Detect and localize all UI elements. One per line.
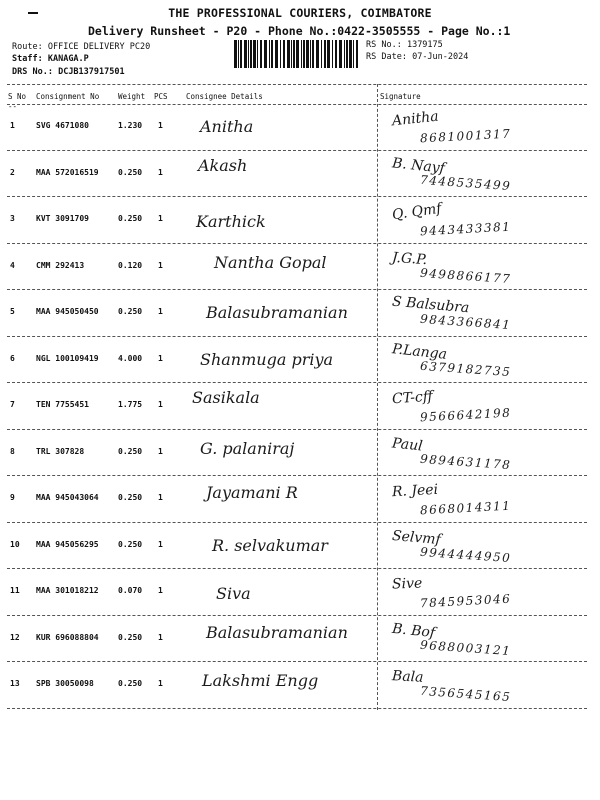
row-sno: 12 <box>10 632 20 642</box>
signature-mark: Selvmf <box>391 527 442 548</box>
row-sno: 11 <box>10 586 20 595</box>
signature-phone: 8668014311 <box>419 498 512 518</box>
barcode-image <box>232 40 360 68</box>
row-consignment: KVT 3091709 <box>36 214 89 223</box>
signature-mark: Paul <box>391 434 424 455</box>
signature-phone: 9443433381 <box>419 219 512 239</box>
row-consignment: CMM 292413 <box>36 260 85 270</box>
barcode-bar <box>303 40 305 68</box>
col-header-weight: Weight <box>118 92 146 101</box>
row-consignment: MAA 945056295 <box>36 539 99 549</box>
row-divider <box>7 615 587 616</box>
col-header-sno-cont: -- <box>8 102 18 111</box>
row-weight: 1.775 <box>118 400 143 409</box>
row-divider <box>7 429 587 430</box>
signature-mark: Bala <box>391 668 424 686</box>
barcode-bar <box>280 40 281 68</box>
row-pcs: 1 <box>158 260 163 270</box>
barcode-bar <box>238 40 239 68</box>
row-consignment: TEN 7755451 <box>36 400 89 409</box>
consignee-name: Siva <box>216 584 251 603</box>
barcode-bar <box>240 40 242 68</box>
barcode-bar <box>253 40 256 68</box>
row-sno: 3 <box>10 214 15 223</box>
signature-mark: B. Bof <box>391 620 436 641</box>
rs-no-value: 1379175 <box>406 40 443 50</box>
row-consignment: MAA 572016519 <box>36 167 99 177</box>
rs-date-value: 07-Jun-2024 <box>412 52 469 62</box>
consignee-name: Lakshmi Engg <box>202 671 319 690</box>
barcode-bar <box>310 40 311 68</box>
row-weight: 0.120 <box>118 260 143 270</box>
signature-phone: 9843366841 <box>419 311 512 333</box>
row-pcs: 1 <box>158 167 163 177</box>
row-pcs: 1 <box>158 400 163 409</box>
row-divider <box>7 475 587 476</box>
company-title: THE PROFESSIONAL COURIERS, COIMBATORE <box>168 6 432 20</box>
table-header-rule <box>7 104 587 105</box>
rs-date-label: RS Date: <box>366 52 407 62</box>
barcode-bar <box>332 40 333 68</box>
row-pcs: 1 <box>158 632 163 642</box>
barcode-bar <box>353 40 354 68</box>
signature-phone: 6379182735 <box>419 358 512 379</box>
row-sno: 1 <box>10 121 15 130</box>
row-weight: 0.250 <box>118 446 143 456</box>
barcode-bar <box>324 40 326 68</box>
staff-value: KANAGA.P <box>47 54 89 64</box>
barcode-bar <box>306 40 309 68</box>
barcode-bar <box>291 40 292 68</box>
signature-mark: Q. Qmf <box>391 200 443 224</box>
row-consignment: SPB 30050098 <box>36 679 94 688</box>
barcode-bar <box>248 40 249 68</box>
row-pcs: 1 <box>158 679 163 688</box>
consignee-name: Balasubramanian <box>206 622 348 642</box>
row-weight: 0.250 <box>118 539 143 549</box>
row-divider <box>7 382 587 383</box>
barcode-bar <box>327 40 330 68</box>
consignee-name: Balasubramanian <box>206 303 348 322</box>
row-divider <box>7 289 587 290</box>
signature-phone: 7356545165 <box>419 683 512 705</box>
signature-phone: 7845953046 <box>419 591 512 611</box>
row-weight: 0.250 <box>118 493 143 502</box>
table-top-rule <box>7 84 587 85</box>
barcode-bar <box>312 40 314 68</box>
barcode-bar <box>344 40 345 68</box>
row-pcs: 1 <box>158 493 163 502</box>
route-line <box>12 42 150 52</box>
row-weight: 1.230 <box>118 121 143 130</box>
row-consignment: NGL 100109419 <box>36 353 99 363</box>
row-sno: 2 <box>10 167 15 177</box>
signature-mark: B. Nayf <box>391 154 446 177</box>
signature-phone: 8681001317 <box>419 126 512 146</box>
barcode-bar <box>244 40 247 68</box>
row-pcs: 1 <box>158 539 163 549</box>
signature-mark: P.Langa <box>391 340 448 363</box>
row-weight: 0.250 <box>118 679 143 688</box>
signature-phone: 7448535499 <box>419 172 512 193</box>
col-header-sno: S No <box>8 92 27 101</box>
barcode-bar <box>346 40 348 68</box>
row-sno: 8 <box>10 446 15 456</box>
row-pcs: 1 <box>158 121 163 130</box>
row-weight: 4.000 <box>118 353 143 363</box>
row-divider <box>7 150 587 151</box>
row-pcs: 1 <box>158 586 163 595</box>
signature-mark: Anitha <box>391 108 440 130</box>
barcode-bar <box>349 40 352 68</box>
row-divider <box>7 568 587 569</box>
row-sno: 9 <box>10 493 15 502</box>
row-sno: 13 <box>10 679 20 688</box>
route-value: OFFICE DELIVERY PC20 <box>47 42 151 52</box>
drs-label: DRS No.: <box>12 67 53 77</box>
consignee-name: Karthick <box>196 212 266 231</box>
rs-no-label: RS No.: <box>366 40 402 50</box>
signature-mark: S Balsubra <box>391 293 470 317</box>
signature-column-divider <box>377 84 378 710</box>
row-divider <box>7 243 587 244</box>
staff-label: Staff: <box>12 54 43 64</box>
row-divider <box>7 336 587 337</box>
row-consignment: TRL 307828 <box>36 446 85 456</box>
barcode-bar <box>234 40 237 68</box>
consignee-name: Sasikala <box>192 388 260 407</box>
barcode-bar <box>283 40 285 68</box>
row-consignment: MAA 301018212 <box>36 586 99 595</box>
drs-value: DCJB137917501 <box>58 67 125 77</box>
signature-mark: CT-cff <box>391 388 434 408</box>
drs-line <box>12 67 125 77</box>
barcode-bar <box>296 40 299 68</box>
barcode-bar <box>257 40 258 68</box>
row-pcs: 1 <box>158 307 163 316</box>
row-sno: 6 <box>10 353 15 363</box>
row-pcs: 1 <box>158 214 163 223</box>
barcode-bar <box>293 40 295 68</box>
signature-phone: 9498866177 <box>419 265 512 286</box>
row-divider <box>7 196 587 197</box>
signature-mark: J.G.P. <box>391 249 428 268</box>
row-pcs: 1 <box>158 353 163 363</box>
col-header-signature: Signature <box>380 92 421 101</box>
barcode-bar <box>335 40 337 68</box>
barcode-bar <box>316 40 319 68</box>
barcode-bar <box>287 40 290 68</box>
row-pcs: 1 <box>158 446 163 456</box>
barcode-bar <box>260 40 262 68</box>
signature-mark: Sive <box>391 575 423 593</box>
row-sno: 5 <box>10 307 15 316</box>
rs-date-line <box>366 52 468 62</box>
consignee-name: Anitha <box>200 117 254 136</box>
col-header-consignee: Consignee Details <box>186 92 263 101</box>
consignee-name: G. palaniraj <box>200 438 295 458</box>
consignee-name: Nantha Gopal <box>214 252 327 272</box>
consignee-name: Jayamani R <box>206 483 298 502</box>
staff-line <box>12 54 89 64</box>
row-divider <box>7 661 587 662</box>
signature-phone: 9894631178 <box>419 451 512 472</box>
barcode-bar <box>321 40 322 68</box>
rs-no-line <box>366 40 443 50</box>
consignee-name: Shanmuga priya <box>200 349 334 369</box>
consignee-name: R. selvakumar <box>212 535 328 555</box>
row-divider <box>7 522 587 523</box>
row-consignment: SVG 4671080 <box>36 121 89 130</box>
barcode-bar <box>269 40 270 68</box>
route-label: Route: <box>12 42 43 52</box>
row-consignment: KUR 696088804 <box>36 632 99 642</box>
signature-phone: 9688003121 <box>419 637 512 658</box>
runsheet-subtitle: Delivery Runsheet - P20 - Phone No.:0422-3505555 - Page No.:1 <box>88 24 511 38</box>
barcode-bar <box>271 40 273 68</box>
barcode-bar <box>339 40 342 68</box>
row-sno: 4 <box>10 260 15 270</box>
signature-phone: 9944444950 <box>419 544 512 565</box>
barcode-bar <box>301 40 302 68</box>
row-consignment: MAA 945043064 <box>36 493 99 502</box>
row-weight: 0.250 <box>118 214 143 223</box>
row-divider <box>7 708 587 709</box>
row-weight: 0.070 <box>118 586 143 595</box>
col-header-consignment: Consignment No <box>36 92 100 101</box>
col-header-pcs: PCS <box>154 92 168 101</box>
consignee-name: Akash <box>198 155 248 175</box>
row-weight: 0.250 <box>118 307 143 316</box>
row-sno: 10 <box>10 539 20 549</box>
signature-mark: R. Jeei <box>391 481 439 501</box>
row-sno: 7 <box>10 400 15 409</box>
barcode-bar <box>356 40 358 68</box>
row-weight: 0.250 <box>118 632 143 642</box>
row-consignment: MAA 945050450 <box>36 307 99 316</box>
barcode-bar <box>275 40 278 68</box>
barcode-bar <box>250 40 252 68</box>
barcode-bar <box>264 40 267 68</box>
row-weight: 0.250 <box>118 167 143 177</box>
signature-phone: 9566642198 <box>419 405 512 425</box>
